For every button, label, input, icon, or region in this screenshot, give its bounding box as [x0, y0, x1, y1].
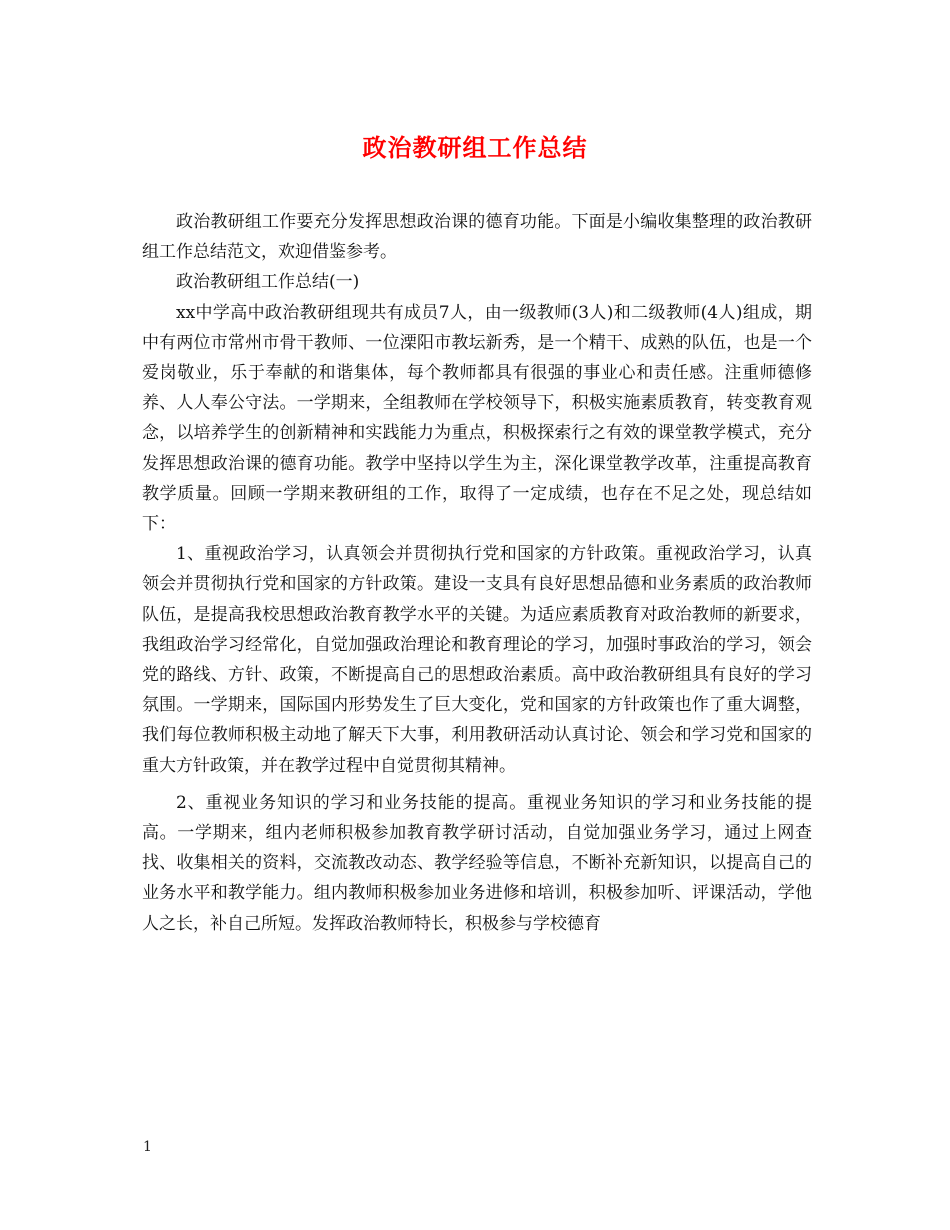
section-heading: 政治教研组工作总结(一) [176, 272, 360, 293]
page-number: 1 [143, 1139, 152, 1155]
body-paragraph: 1、重视政治学习，认真领会并贯彻执行党和国家的方针政策。重视政治学习，认真领会并贯彻执行党和国家的方针政策。建设一支具有良好思想品德和业务素质的政治教师队伍，是提高我校思想政治教育教学水平的关键。为适应素质教育对政治教师的新要求，我组政治学习经常化，自觉加强政治理论和教育理论的学习，加强时事政治的学习，领会党的路线、方针、政策，不断提高自己的思想政治素质。高中政治教研组具有良好的学习氛围。一学期来，国际国内形势发生了巨大变化，党和国家的方针政策也作了重大调整，我们每位教师积极主动地了解天下大事，利用教研活动认真讨论、领会和学习党和国家的重大方针政策，并在教学过程中自觉贯彻其精神。 [142, 544, 812, 776]
body-paragraph: 2、重视业务知识的学习和业务技能的提高。重视业务知识的学习和业务技能的提高。一学期来，组内老师积极参加教育教学研讨活动，自觉加强业务学习，通过上网查找、收集相关的资料，交流教改动态、教学经验等信息，不断补充新知识，以提高自己的业务水平和教学能力。组内教师积极参加业务进修和培训，积极参加听、评课活动，学他人之长，补自己所短。发挥政治教师特长，积极参与学校德育 [142, 792, 812, 934]
intro-paragraph: 政治教研组工作要充分发挥思想政治课的德育功能。下面是小编收集整理的政治教研组工作总结范文，欢迎借鉴参考。 [142, 212, 812, 263]
body-paragraph: xx中学高中政治教研组现共有成员7人，由一级教师(3人)和二级教师(4人)组成，期中有两位市常州市骨干教师、一位溧阳市教坛新秀，是一个精干、成熟的队伍，也是一个爱岗敬业，乐于奉献的和谐集体，每个教师都具有很强的事业心和责任感。注重师德修养、人人奉公守法。一学期来，全组教师在学校领导下，积极实施素质教育，转变教育观念，以培养学生的创新精神和实践能力为重点，积极探索行之有效的课堂教学模式，充分发挥思想政治课的德育功能。教学中坚持以学生为主，深化课堂教学改革，注重提高教育教学质量。回顾一学期来教研组的工作，取得了一定成绩，也存在不足之处，现总结如下： [142, 302, 812, 535]
document-title: 政治教研组工作总结 [362, 133, 588, 162]
document-body [142, 207, 812, 939]
